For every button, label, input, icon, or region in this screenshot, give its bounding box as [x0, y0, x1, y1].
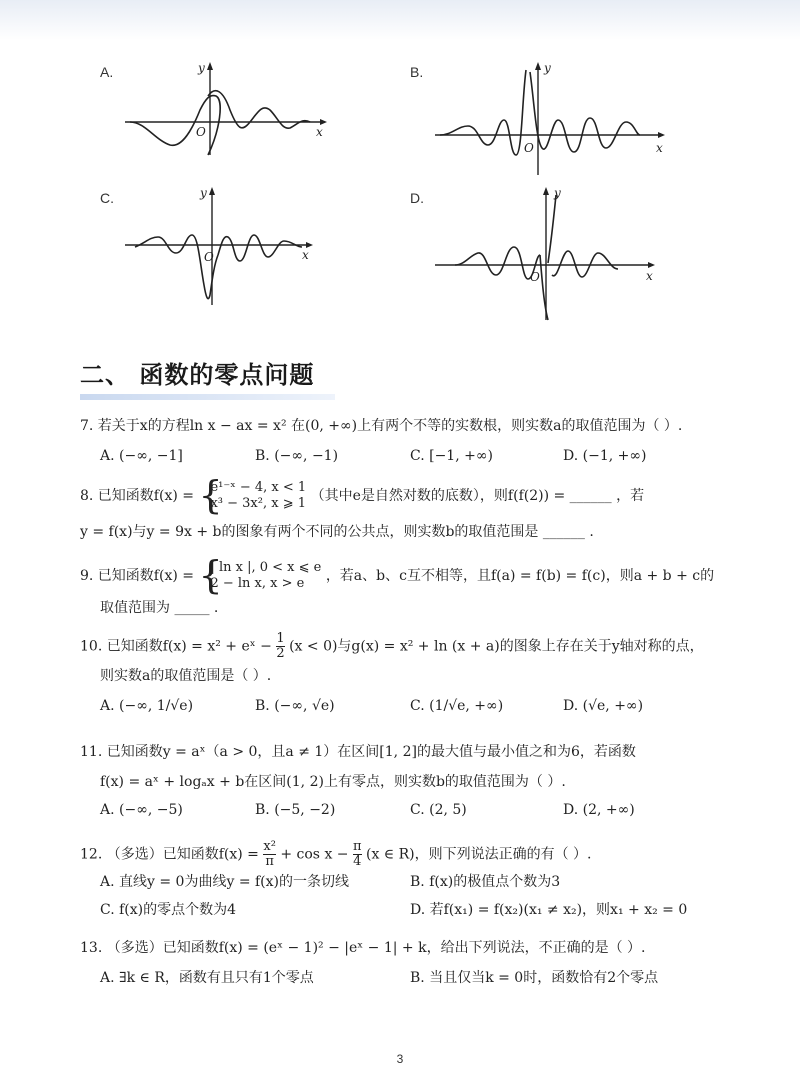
q10-option-c: C. (1/√e, +∞) — [410, 698, 504, 714]
q7-option-d: D. (−1, +∞) — [563, 448, 647, 464]
q8-case1: e¹⁻ˣ − 4, x < 1 — [210, 480, 307, 495]
q12-frac1-den: π — [265, 854, 274, 869]
q8-suffix: （其中e是自然对数的底数），则f(f(2)) = ______ ，若 — [310, 488, 645, 504]
header-band — [0, 0, 800, 40]
graph-c-origin: O — [204, 250, 214, 264]
q10-option-d: D. (√e, +∞) — [563, 698, 644, 714]
q13-option-b: B. 当且仅当k = 0时，函数恰有2个零点 — [410, 970, 659, 986]
graph-c-label: C. — [100, 190, 114, 206]
q9-stem — [80, 553, 715, 597]
q7-option-c: C. [−1, +∞) — [410, 448, 493, 464]
graph-b-origin: O — [524, 141, 534, 155]
graph-a-axis-y: y — [198, 61, 205, 75]
q10-option-a: A. (−∞, 1/√e) — [100, 698, 194, 714]
graph-b-axis-y: y — [544, 61, 551, 75]
q11-option-b: B. (−5, −2) — [255, 802, 336, 818]
q13-stem: 13. （多选）已知函数f(x) = (eˣ − 1)² − |eˣ − 1| + k，给出下列说法，不正确的是（ ）. — [80, 940, 646, 956]
q12-frac1-num: x² — [263, 839, 276, 854]
q7-stem: 7. 若关于x的方程ln x − ax = x² 在(0, +∞)上有两个不等的实数根，则实数a的取值范围为（ ）. — [80, 418, 683, 434]
q12-mid: + cos x − — [280, 846, 349, 863]
q12-fraction-1 — [263, 840, 276, 869]
q9-suffix: ，若a、b、c互不相等，且f(a) = f(b) = f(c)，则a + b + c的 — [325, 568, 715, 584]
graph-b-axis-x: x — [656, 141, 663, 155]
q11-stem: 11. 已知函数y = aˣ（a > 0，且a ≠ 1）在区间[1, 2]的最大值与最小值之和为6，若函数 — [80, 744, 636, 760]
q8-case2: x³ − 3x², x ⩾ 1 — [210, 496, 306, 511]
q10-option-b: B. (−∞, √e) — [255, 698, 335, 714]
q10-line2: 则实数a的取值范围是（ ）. — [100, 668, 272, 684]
q13-option-a: A. ∃k ∈ R，函数有且只有1个零点 — [100, 970, 314, 986]
q8-line2: y = f(x)与y = 9x + b的图象有两个不同的公共点，则实数b的取值范围是 ______ . — [80, 524, 594, 540]
graph-d-origin: O — [530, 270, 540, 284]
q7-option-a: A. (−∞, −1] — [100, 448, 183, 464]
q7-option-b: B. (−∞, −1) — [255, 448, 339, 464]
q10-prefix: 10. 已知函数f(x) = x² + eˣ − — [80, 638, 272, 655]
q12-frac2-den: 4 — [353, 854, 362, 869]
q12-suffix: (x ∈ R)，则下列说法正确的有（ ）. — [365, 846, 592, 863]
q8-stem — [80, 473, 645, 517]
q10-fraction — [276, 632, 284, 661]
q9-line2: 取值范围为 _____ . — [100, 600, 219, 616]
q11-line2: f(x) = aˣ + logₐx + b在区间(1, 2)上有零点，则实数b的取值范围为（ ）. — [100, 774, 566, 790]
graph-a-label: A. — [100, 64, 114, 80]
graph-c-axis-y: y — [200, 186, 207, 200]
q11-option-a: A. (−∞, −5) — [100, 802, 183, 818]
q9-case2: 2 − ln x, x > e — [210, 576, 305, 591]
q9-prefix: 9. 已知函数f(x) = — [80, 568, 194, 584]
graph-a-axis-x: x — [316, 125, 323, 139]
q8-prefix: 8. 已知函数f(x) = — [80, 488, 194, 504]
q12-stem — [80, 840, 592, 869]
graph-a — [120, 60, 330, 160]
graph-d-axis-x: x — [646, 269, 653, 283]
q12-option-c: C. f(x)的零点个数为4 — [100, 902, 237, 918]
q11-option-d: D. (2, +∞) — [563, 802, 635, 818]
q12-prefix: 12. （多选）已知函数f(x) = — [80, 846, 259, 863]
q12-frac2-num: π — [352, 839, 362, 854]
section-underline — [80, 394, 335, 400]
graph-d-axis-y: y — [554, 186, 561, 200]
graph-c-axis-x: x — [302, 248, 309, 262]
graph-d — [430, 185, 660, 325]
section-title: 二、 函数的零点问题 — [80, 361, 315, 389]
graph-b — [430, 60, 670, 180]
q8-cases: { e¹⁻ˣ − 4, x < 1 x³ − 3x², x ⩾ 1 — [198, 473, 307, 517]
graph-a-origin: O — [196, 125, 206, 139]
q12-fraction-2 — [353, 840, 362, 869]
graph-b-label: B. — [410, 64, 424, 80]
q9-cases: { | ln x |, 0 < x ⩽ e 2 − ln x, x > e — [198, 553, 322, 597]
q10-stem — [80, 632, 704, 661]
q11-option-c: C. (2, 5) — [410, 802, 467, 818]
q12-option-d: D. 若f(x₁) = f(x₂)(x₁ ≠ x₂)，则x₁ + x₂ = 0 — [410, 902, 688, 918]
q10-frac-den: 2 — [276, 646, 285, 661]
graph-c — [120, 185, 320, 310]
page-number: 3 — [396, 1052, 404, 1066]
q10-frac-num: 1 — [276, 631, 285, 646]
q10-suffix: (x < 0)与g(x) = x² + ln (x + a)的图象上存在关于y轴对称的点， — [289, 638, 704, 655]
q12-option-a: A. 直线y = 0为曲线y = f(x)的一条切线 — [100, 874, 349, 890]
graph-d-label: D. — [410, 190, 424, 206]
q9-case1: | ln x |, 0 < x ⩽ e — [210, 560, 322, 575]
q12-option-b: B. f(x)的极值点个数为3 — [410, 874, 561, 890]
